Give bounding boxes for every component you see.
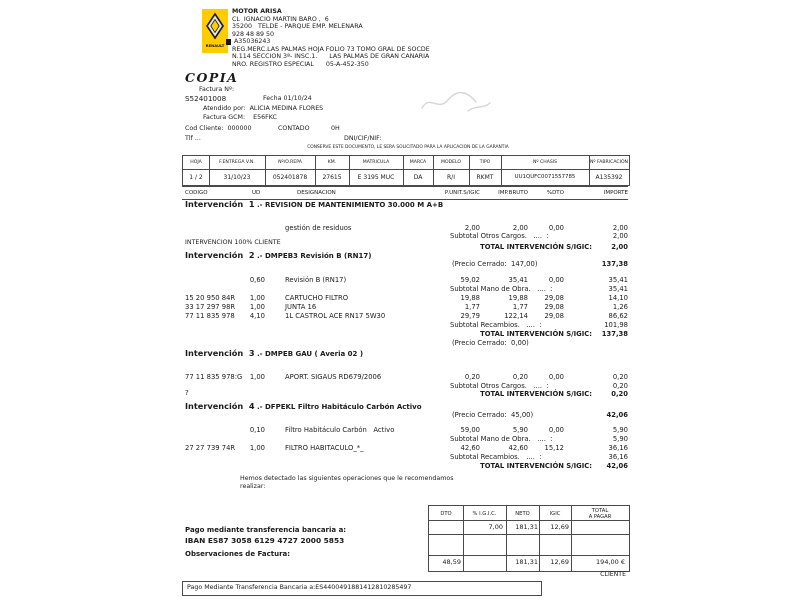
part-gross: 42,60	[508, 444, 528, 452]
atendido-por: Atendido por: ALICIA MEDINA FLORES	[203, 105, 324, 112]
col-dto: %DTO	[546, 190, 564, 196]
subtotal-label: Subtotal Mano de Obra. .... :	[450, 435, 553, 443]
payment-strip-text: Pago Mediante Transferencia Bancaria a:ES4400491881412810285497	[187, 584, 412, 591]
factura-label: Factura Nº:	[199, 86, 235, 93]
part-unit-price: 0,20	[464, 373, 480, 381]
gridline	[183, 169, 629, 170]
part-discount: 29,08	[544, 312, 564, 320]
part-desc: APORT. SIGAUS RD679/2006	[285, 373, 382, 381]
subtotal-value: 36,16	[608, 453, 628, 461]
company-registry-2: N.114 SECCION 3ª- INSC.1. LAS PALMAS DE GRAN CANARIA	[232, 53, 430, 60]
total-intervencion-value: 0,20	[611, 390, 628, 398]
part-gross: 1,77	[512, 303, 528, 311]
totals-neto-final: 181,31	[515, 558, 538, 566]
intervention-2-label: Intervención 2	[185, 250, 255, 260]
company-city: 35200 TELDE - PARQUE EMP. MELENARA	[232, 23, 363, 30]
labor-amount: 35,41	[608, 276, 628, 284]
part-unit-price: 29,79	[460, 312, 480, 320]
part-amount: 0,20	[612, 373, 628, 381]
vehicle-header-cell: TIPO	[479, 159, 491, 165]
labor-desc: Filtro Habitáculo Carbón Activo	[285, 426, 395, 434]
company-name: MOTOR ARISA	[232, 8, 282, 15]
totals-header-total-2: A PAGAR	[588, 514, 612, 520]
col-ud: UD	[252, 190, 261, 196]
labor-desc: Revisión B (RN17)	[285, 276, 347, 284]
payment-strip	[182, 581, 542, 596]
intervention-1-label: Intervención 1	[185, 199, 255, 209]
part-amount: 86,62	[608, 312, 628, 320]
precio-cerrado: (Precio Cerrado: 0,00)	[452, 339, 529, 347]
recommend-line-2: realizar:	[240, 483, 266, 490]
part-amount: 1,26	[612, 303, 628, 311]
total-intervencion-value: 2,00	[611, 243, 628, 251]
part-discount: 29,08	[544, 303, 564, 311]
total-intervencion-value: 42,06	[606, 462, 628, 470]
subtotal-value: 2,00	[612, 232, 628, 240]
payment-transfer-label: Pago mediante transferencia bancaria a:	[185, 526, 347, 534]
intervention-3-label: Intervención 3	[185, 348, 255, 358]
totals-igic: 12,69	[550, 523, 569, 531]
recommend-line-1: Hemos detectado las siguientes operaciones que le recomendamos	[240, 475, 454, 482]
labor-qty: 0,10	[249, 426, 265, 434]
payment-iban: IBAN ES87 3058 6129 4727 2000 5853	[185, 536, 345, 545]
totals-dto: 48,59	[442, 558, 461, 566]
vehicle-value-cell: DA	[413, 173, 423, 181]
intervention-4-label: Intervención 4	[185, 401, 255, 411]
vehicle-value-cell: RKMT	[476, 173, 494, 181]
labor-unit-price: 59,02	[460, 276, 480, 284]
part-unit-price: 19,88	[460, 294, 480, 302]
gridline	[429, 520, 629, 521]
company-registry-3: NRO. REGISTRO ESPECIAL 05-A-452-350	[232, 60, 369, 68]
factura-number: S52401008	[185, 94, 227, 103]
part-desc: 1L CASTROL ACE RN17 5W30	[285, 312, 386, 320]
vehicle-value-cell: UU1QUFC0071557785	[514, 173, 576, 180]
total-intervencion-label: TOTAL INTERVENCIÓN S/IGIC:	[480, 330, 592, 338]
totals-table	[428, 505, 630, 572]
part-amount: 36,16	[608, 444, 628, 452]
vehicle-header-cell: MARCA	[409, 159, 427, 165]
intervention-4-title: .- DFPEKL Filtro Habitáculo Carbón Activo	[257, 403, 422, 411]
logo-brand-text: RENAULT	[205, 44, 225, 48]
part-gross: 0,20	[512, 373, 528, 381]
col-punit: P.UNIT.S/IGIC	[444, 190, 480, 196]
totals-header-dto: DTO	[440, 510, 452, 517]
observaciones-label: Observaciones de Factura:	[185, 550, 291, 558]
intervention-1-title: .- REVISION DE MANTENIMIENTO 30.000 M A+B	[257, 201, 444, 209]
precio-cerrado: (Precio Cerrado: 147,00)	[452, 260, 538, 268]
question-mark: ?	[185, 389, 189, 397]
horas-field: 0H	[331, 125, 340, 132]
vehicle-header-cell: Nº FABRICACIÓN	[589, 159, 628, 165]
part-qty: 1,00	[249, 373, 265, 381]
vehicle-value-cell: E 3195 MUC	[357, 173, 395, 181]
subtotal-value: 5,90	[612, 435, 628, 443]
vehicle-header-cell: Nº CHASIS	[532, 159, 558, 165]
part-discount: 0,00	[548, 373, 564, 381]
labor-amount: 5,90	[612, 426, 628, 434]
subtotal-label: Subtotal Otros Cargos. .... :	[450, 232, 549, 240]
part-amount: 14,10	[608, 294, 628, 302]
precio-cerrado-total: 137,38	[601, 260, 628, 268]
totals-header-igic-pct: % I.G.I.C.	[472, 510, 497, 517]
labor-discount: 0,00	[548, 426, 564, 434]
line-desc: gestión de residuos	[285, 224, 352, 232]
labor-discount: 0,00	[548, 276, 564, 284]
part-qty: 4,10	[249, 312, 265, 320]
vehicle-value-cell: A135392	[595, 173, 623, 181]
totals-header-total-1: TOTAL	[591, 507, 609, 514]
total-a-pagar: 194,00 €	[596, 558, 625, 566]
vehicle-header-cell: KM.	[327, 159, 337, 165]
col-importe: IMPORTE	[603, 190, 628, 196]
vehicle-header-cell: MATRICULA	[362, 159, 390, 165]
copia-stamp: COPIA	[185, 70, 239, 85]
part-desc: CARTUCHO FILTRO	[285, 294, 349, 302]
vehicle-header-cell: F.ENTREGA V.N.	[219, 159, 255, 165]
part-discount: 29,08	[544, 294, 564, 302]
col-codigo: CODIGO	[185, 190, 208, 196]
dni-label: DNI/CIF/NIF:	[344, 134, 382, 142]
vehicle-table	[182, 155, 630, 186]
part-qty: 1,00	[249, 303, 265, 311]
vehicle-header-cell: HOJA	[190, 159, 202, 165]
part-discount: 15,12	[544, 444, 564, 452]
factura-fecha: Fecha 01/10/24	[263, 95, 312, 102]
total-intervencion-label: TOTAL INTERVENCIÓN S/IGIC:	[480, 390, 592, 398]
vehicle-value-cell: R/I	[447, 173, 455, 181]
line-gross: 2,00	[512, 224, 528, 232]
intervention-2-title: .- DMPEB3 Revisión B (RN17)	[257, 252, 372, 260]
part-unit-price: 1,77	[464, 303, 480, 311]
part-qty: 1,00	[249, 294, 265, 302]
part-gross: 122,14	[504, 312, 528, 320]
col-designacion: DESIGNACION	[297, 190, 336, 196]
totals-header-igic: IGIC	[549, 510, 561, 517]
renault-logo	[202, 9, 228, 53]
ink-mark	[226, 39, 231, 45]
part-code: 77 11 835 978	[185, 312, 235, 320]
company-address: CL IGNACIO MARTIN BARO , 6	[232, 15, 329, 23]
precio-cerrado-total: 42,06	[606, 411, 628, 419]
part-qty: 1,00	[249, 444, 265, 452]
part-code: 15 20 950 84R	[185, 294, 236, 302]
vehicle-header-cell: MODELO	[440, 159, 462, 165]
vehicle-value-cell: 052401878	[272, 173, 308, 181]
company-registry-1: REG.MERC.LAS PALMAS HOJA FOLIO 73 TOMO GRAL DE SOCDE	[232, 45, 430, 53]
subtotal-label: Subtotal Recambios. .... :	[450, 453, 542, 461]
total-intervencion-label: TOTAL INTERVENCIÓN S/IGIC:	[480, 462, 592, 470]
part-desc: FILTRO HABITACULO_*_	[285, 444, 364, 452]
col-bruto: IMP.BRUTO	[498, 190, 528, 196]
forma-pago: CONTADO	[278, 125, 310, 132]
subtotal-value: 35,41	[608, 285, 628, 293]
intervention-3-title: .- DMPEB GAU ( Averia 02 )	[257, 350, 364, 358]
line-amount: 2,00	[612, 224, 628, 232]
part-code: 33 17 297 98R	[185, 303, 236, 311]
factura-gcm: Factura GCM: E56FKC	[203, 114, 277, 121]
detail-columns-header	[182, 186, 628, 200]
subtotal-label: Subtotal Mano de Obra. .... :	[450, 285, 553, 293]
part-code: 77 11 835 978:G	[185, 373, 243, 381]
subtotal-label: Subtotal Otros Cargos. .... :	[450, 382, 549, 390]
company-cif: A35036243	[234, 38, 271, 45]
subtotal-value: 0,20	[612, 382, 628, 390]
totals-igic-pct: 7,00	[488, 523, 503, 531]
company-phone: 928 48 89 50	[232, 30, 275, 38]
part-code: 27 27 739 74R	[185, 444, 236, 452]
part-desc: JUNTA 16	[285, 303, 317, 311]
intervention-1-note: INTERVENCION 100% CLIENTE	[185, 239, 281, 246]
totals-neto: 181,31	[515, 523, 538, 531]
line-unit-price: 2,00	[464, 224, 480, 232]
cod-cliente: Cod Cliente: 000000	[185, 125, 252, 132]
totals-header-neto: NETO	[515, 510, 530, 517]
vehicle-value-cell: 1 / 2	[189, 173, 203, 181]
gridline	[429, 555, 629, 556]
cliente-label: CLIENTE	[600, 571, 626, 578]
vehicle-header-cell: Nº/O.REPA	[278, 159, 302, 165]
gridline	[429, 534, 629, 535]
line-discount: 0,00	[548, 224, 564, 232]
part-gross: 19,88	[508, 294, 528, 302]
tlf-label: Tlf ...	[185, 134, 201, 142]
handwriting-mark	[418, 88, 493, 116]
precio-cerrado: (Precio Cerrado: 45,00)	[452, 411, 534, 419]
total-intervencion-label: TOTAL INTERVENCIÓN S/IGIC:	[480, 243, 592, 251]
labor-unit-price: 59,00	[460, 426, 480, 434]
part-unit-price: 42,60	[460, 444, 480, 452]
vehicle-value-cell: 27615	[322, 173, 342, 181]
conserve-notice: CONSERVE ESTE DOCUMENTO, LE SERA SOLICITADO PARA LA APLICACION DE LA GARANTIA	[307, 145, 509, 150]
labor-qty: 0,60	[249, 276, 265, 284]
total-intervencion-value: 137,38	[601, 330, 628, 338]
totals-igic-final: 12,69	[550, 558, 569, 566]
vehicle-value-cell: 31/10/23	[223, 173, 251, 181]
labor-gross: 5,90	[512, 426, 528, 434]
subtotal-value: 101,98	[604, 321, 628, 329]
labor-gross: 35,41	[508, 276, 528, 284]
subtotal-label: Subtotal Recambios. .... :	[450, 321, 542, 329]
